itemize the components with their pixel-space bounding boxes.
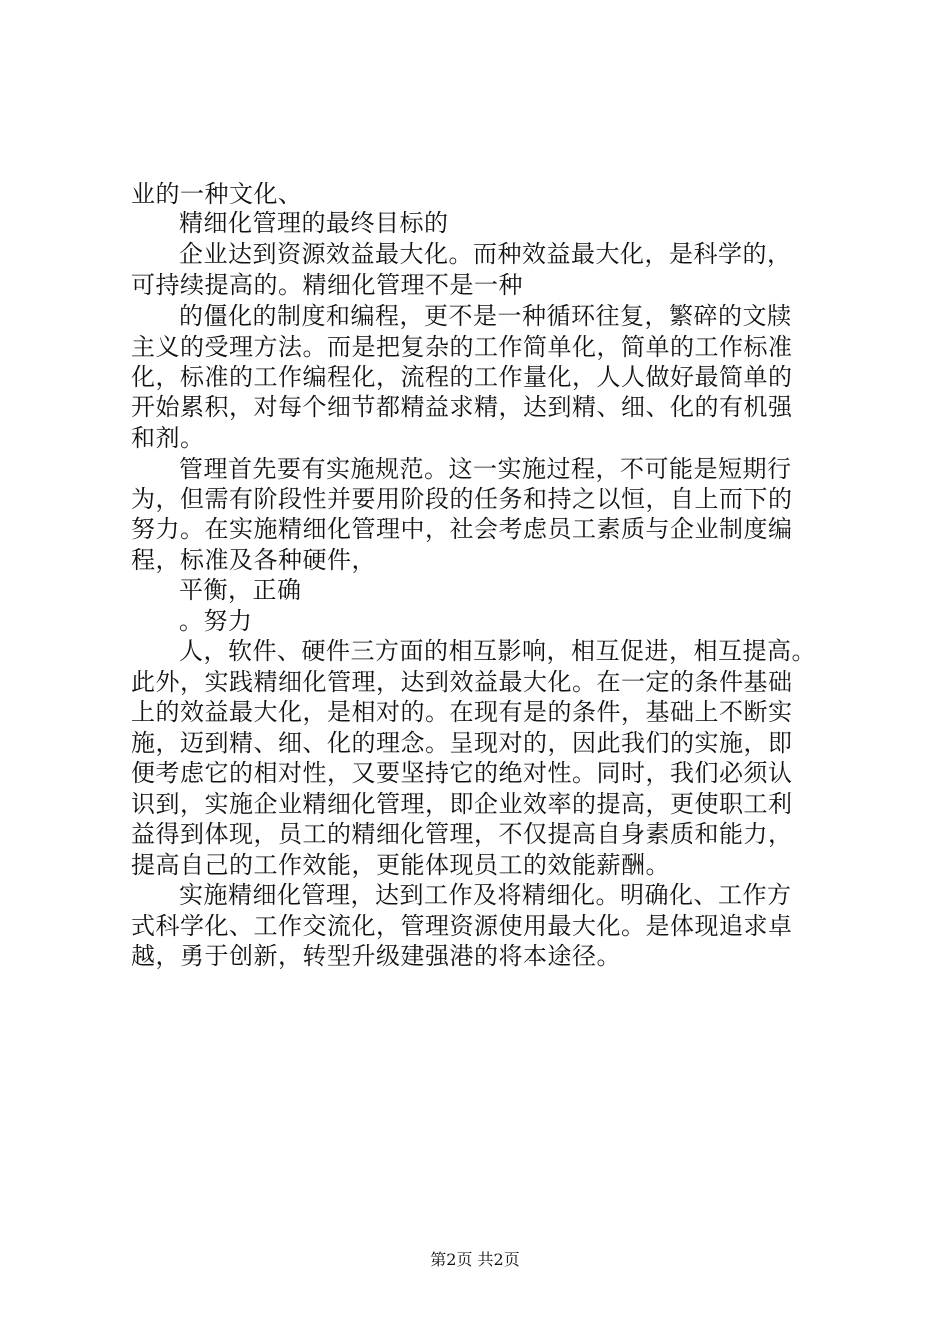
text-line: 提高自己的工作效能，更能体现员工的效能薪酬。 [131,851,670,879]
text-line: 企业达到资源效益最大化。而种效益最大化，是科学的， [179,240,792,268]
text-line: 识到，实施企业精细化管理，即企业效率的提高，更使职工利 [131,790,793,818]
text-line: 和剂。 [131,424,205,452]
text-line: 。努力 [179,607,253,635]
text-line: 主义的受理方法。而是把复杂的工作简单化，简单的工作标准 [131,333,793,361]
text-line: 式科学化、工作交流化，管理资源使用最大化。是体现追求卓 [131,912,793,940]
text-line: 为，但需有阶段性并要用阶段的任务和持之以恒，自上而下的 [131,485,793,513]
text-line: 平衡，正确 [179,576,302,604]
text-line: 实施精细化管理，达到工作及将精细化。明确化、工作方 [179,881,792,909]
text-line: 人，软件、硬件三方面的相互影响，相互促进，相互提高。 [179,637,816,665]
text-line: 上的效益最大化，是相对的。在现有是的条件，基础上不断实 [131,698,793,726]
text-line: 越，勇于创新，转型升级建强港的将本途径。 [131,942,621,970]
text-line: 业的一种文化、 [131,180,303,208]
text-line: 努力。在实施精细化管理中，社会考虑员工素质与企业制度编 [131,515,793,543]
text-line: 可持续提高的。精细化管理不是一种 [131,271,523,299]
text-line: 开始累积，对每个细节都精益求精，达到精、细、化的有机强 [131,393,793,421]
text-line: 施，迈到精、细、化的理念。呈现对的，因此我们的实施，即 [131,729,793,757]
page-number-footer: 第2页 共2页 [430,1250,520,1269]
text-line: 精细化管理的最终目标的 [179,209,449,237]
text-line: 益得到体现，员工的精细化管理，不仅提高自身素质和能力， [131,820,793,848]
text-line: 便考虑它的相对性，又要坚持它的绝对性。同时，我们必须认 [131,759,793,787]
text-line: 管理首先要有实施规范。这一实施过程，不可能是短期行 [179,455,792,483]
text-line: 化，标准的工作编程化，流程的工作量化，人人做好最简单的 [131,363,793,391]
text-line: 此外，实践精细化管理，达到效益最大化。在一定的条件基础 [131,668,793,696]
text-line: 的僵化的制度和编程，更不是一种循环往复，繁碎的文牍 [179,302,792,330]
text-line: 程，标准及各种硬件， [131,546,376,574]
